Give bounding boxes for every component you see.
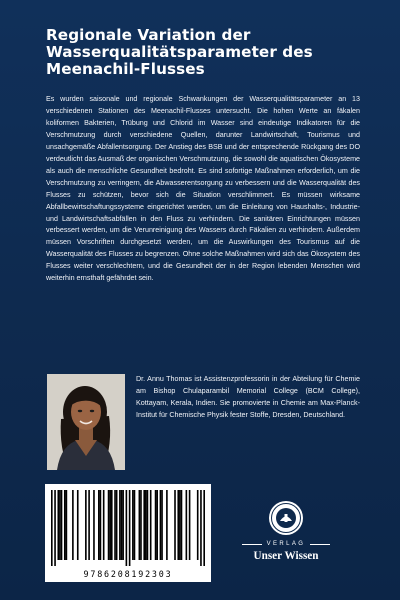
barcode-bar [57,490,59,560]
barcode-bar [121,490,123,560]
barcode-bar [103,490,105,560]
barcode-bar [179,490,181,560]
barcode-bar [126,490,128,566]
barcode-bar [66,490,68,560]
barcode-bar [85,490,87,560]
barcode-bar [140,490,142,560]
publisher-seal-icon [268,500,304,536]
book-description: Es wurden saisonale und regionale Schwankungen der Wasserqualitätsparameter an 13 verschiedenen Stationen des Meenachil-Flusses untersucht. Die hohen Werte an fäkalen koliformen Bakterien, Trübung und Chlorid im Wasser sind eindeutige Indikatoren für die Verschmutzung durch verschiedene Quellen, darunter Landwirtschaft, Tourismus und unsachgemäße Abfallentsorgung. Der Anstieg des BSB und der entsprechende Rückgang des DO verdeutlicht das Ausmaß der organischen Verschmutzung, die sowohl die aquatischen Ökosysteme als auch die menschliche Gesundheit bedroht. Es sind sofortige Maßnahmen erforderlich, um die Verschmutzung zu verringern, die Abwasserentsorgung zu verbessern und die Wasserqualität des Flusses zu schützen, bevor sich die Situation verschlimmert. Es müssen wirksame Abfallbewirtschaftungssysteme eingerichtet werden, um die Einleitung von Haushalts-, Industrie- und Landwirtschaftsabfällen in den Fluss zu verhindern. Die sanitären Einrichtungen müssen verbessert werden, um die Verunreinigung des Wassers durch Fäkalien zu verhindern. Außerdem müssen Vorschriften durchgesetzt werden, um die Auswirkungen des Tourismus auf die Wasserqualität des Flusses zu begrenzen. Ohne solche Maßnahmen wird sich das Ökosystem des Flusses weiter verschlechtern, und die Gesundheit der in der Region lebenden Menschen wird weiterhin ernsthaft gefährdet sein. [46,95,360,283]
barcode-bar [186,490,188,560]
barcode-bar [111,490,113,560]
barcode-bar [59,490,61,560]
barcode-bar [54,490,56,566]
author-photo [47,374,125,470]
barcode-bar [134,490,136,560]
barcode-bar [119,490,121,560]
author-portrait-image [47,374,125,470]
barcode-bar [72,490,74,560]
barcode-bar [129,490,131,566]
barcode-bar [61,490,63,560]
barcode-bar [51,490,53,566]
barcode-bar [116,490,118,560]
barcode-bar [155,490,157,560]
publisher-logo [236,500,336,580]
book-title: Regionale Variation der Wasserqualitätsparameter des Meenachil-Flusses [46,26,313,78]
barcode-bar [145,490,147,560]
barcode-bar [161,490,163,560]
publisher-prefix: VERLAG [266,541,306,547]
barcode-bar [160,490,162,560]
barcode-bar [88,490,90,560]
barcode-bars [51,490,205,566]
author-bio: Dr. Annu Thomas ist Assistenzprofessorin in der Abteilung für Chemie am Bishop Chulaparambil Memorial College (BCM College), Kottayam, Kerala, Indien. Sie promovierte in Chemie am Max-Planck-Institut für Chemische Physik fester Stoffe, Dresden, Deutschland. [136,375,360,419]
barcode-bar [200,490,202,566]
barcode-bar [147,490,149,560]
barcode-bar [77,490,79,560]
barcode-bar [139,490,141,560]
barcode-bar [177,490,179,560]
barcode-bar [114,490,116,560]
barcode-bar [203,490,205,566]
barcode-bar [166,490,168,560]
barcode-bar [93,490,95,560]
barcode-bar [122,490,124,560]
barcode-bar [156,490,158,560]
barcode-bar [197,490,199,560]
barcode-bar [98,490,100,560]
publisher-name: Unser Wissen [253,550,319,562]
barcode-bar [100,490,102,560]
verlag-rule-right [310,544,330,545]
barcode-bar [174,490,176,560]
barcode-bar [108,490,110,560]
barcode-bar [132,490,134,560]
barcode-bar [64,490,66,560]
barcode-bar [189,490,191,560]
barcode-bar [181,490,183,560]
barcode-bar [109,490,111,560]
isbn-number: 9786208192303 [83,569,173,579]
barcode-bar [150,490,152,560]
barcode-bar [143,490,145,560]
barcode [45,484,211,582]
